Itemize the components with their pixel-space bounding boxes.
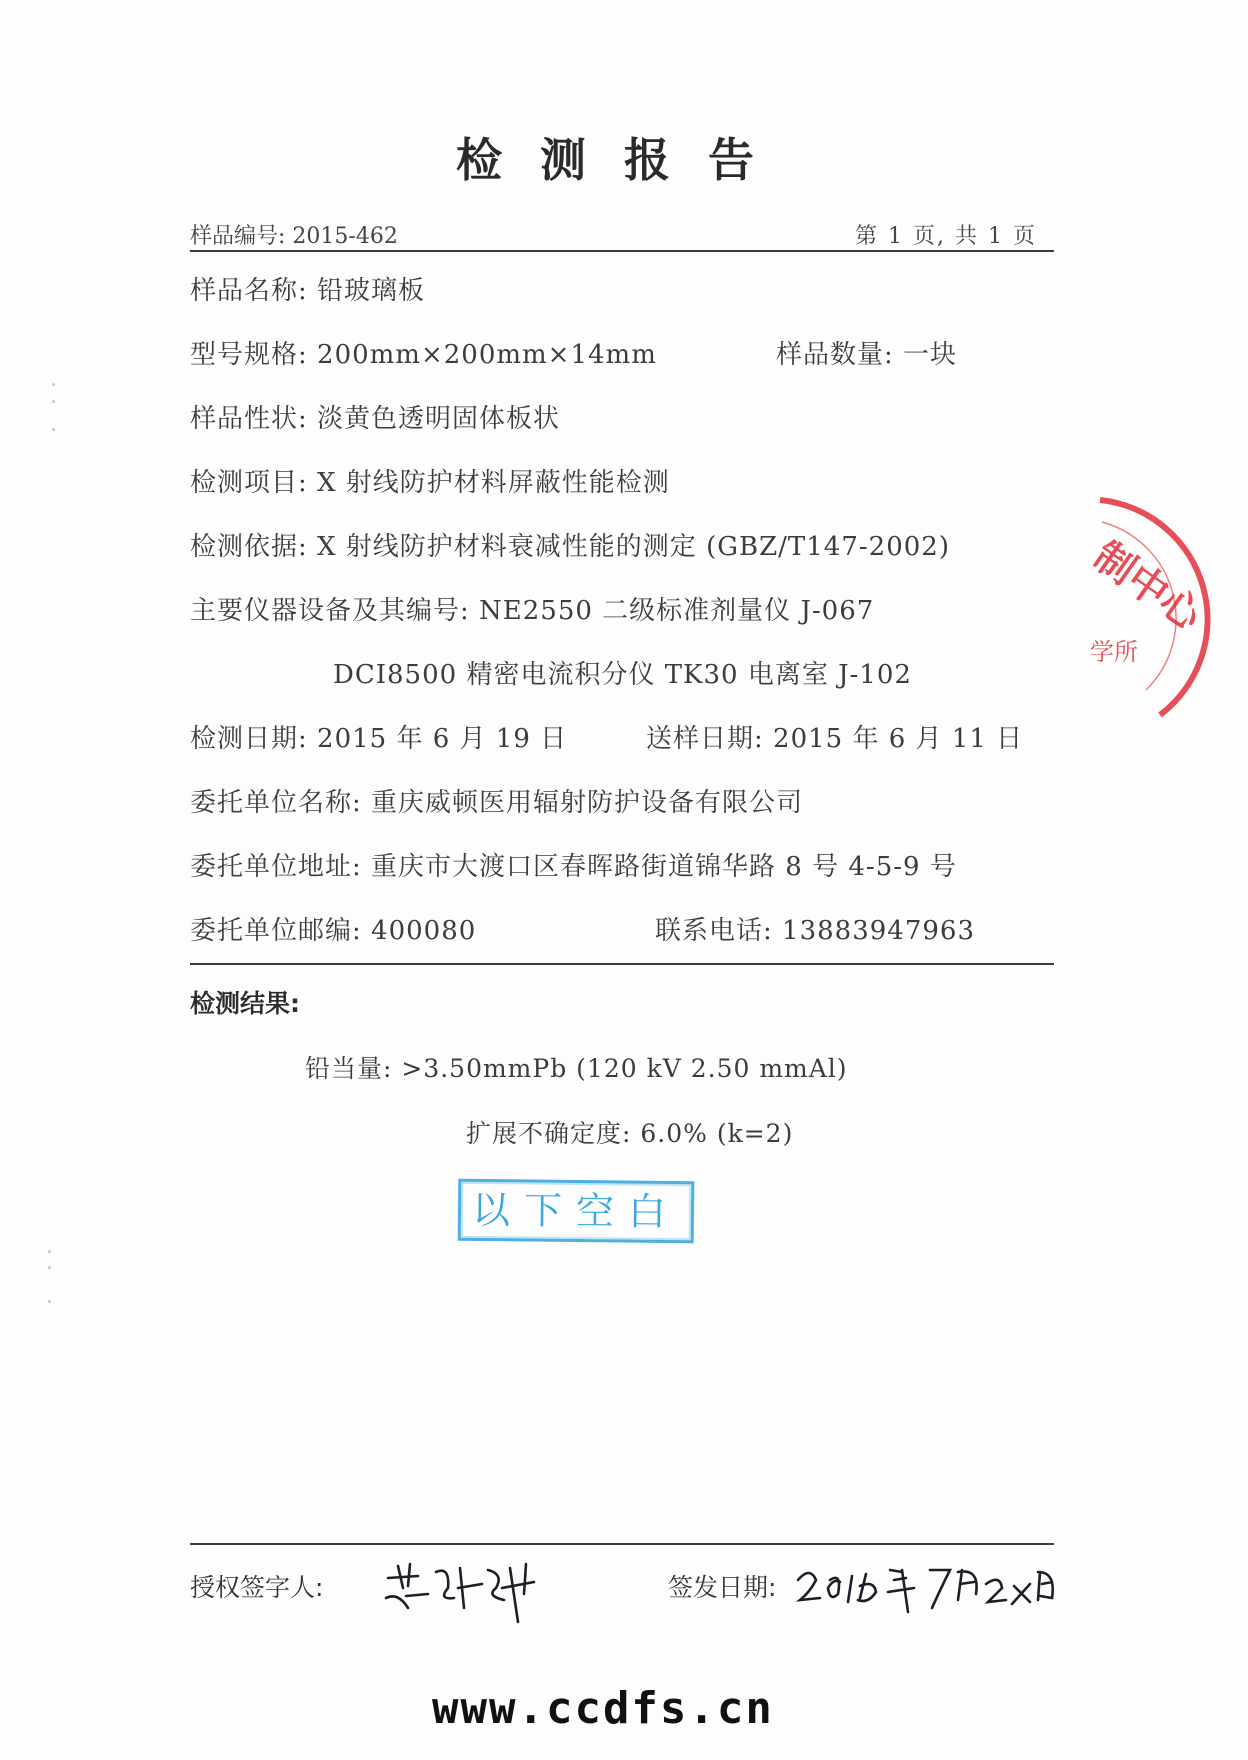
scan-speck [48,1266,51,1269]
page-info: 第 1 页, 共 1 页 [855,224,1037,249]
report-title: 检测报告 [456,133,792,187]
scan-speck [52,400,55,403]
expanded-uncertainty: 扩展不确定度: 6.0% (k=2) [466,1119,794,1148]
footer-rule [190,1543,1054,1545]
test-date: 检测日期: 2015 年 6 月 19 日 [190,724,568,754]
scan-speck [48,1300,51,1303]
results-heading: 检测结果: [190,989,300,1018]
results-rule [190,963,1054,965]
contact-phone: 联系电话: 13883947963 [655,916,975,946]
signatory-label: 授权签字人: [190,1573,324,1602]
handwritten-signature [378,1548,558,1628]
scan-speck [52,428,55,431]
sample-number: 样品编号: 2015-462 [190,224,398,249]
scan-speck [48,1250,51,1253]
blank-below-stamp: 以下空白 [458,1179,695,1243]
scan-speck [52,383,55,386]
official-seal-icon [1040,480,1248,740]
website-watermark: www.ccdfs.cn [432,1683,774,1734]
seal-text: 制中心 [1085,533,1210,640]
client-address: 委托单位地址: 重庆市大渡口区春晖路街道锦华路 8 号 4-5-9 号 [190,852,957,882]
handwritten-issue-date [790,1550,1090,1620]
client-postcode: 委托单位邮编: 400080 [190,916,477,946]
model-spec: 型号规格: 200mm×200mm×14mm [190,340,657,370]
sample-name: 样品名称: 铅玻璃板 [190,276,426,306]
issue-date-label: 签发日期: [668,1573,777,1602]
test-item: 检测项目: X 射线防护材料屏蔽性能检测 [190,468,670,498]
sample-quantity: 样品数量: 一块 [776,340,958,370]
receive-date: 送样日期: 2015 年 6 月 11 日 [646,724,1024,754]
instruments-line-2: DCI8500 精密电流积分仪 TK30 电离室 J-102 [333,660,912,690]
lead-equivalent: 铅当量: >3.50mmPb (120 kV 2.50 mmAl) [305,1054,848,1083]
header-rule [190,250,1054,252]
sample-state: 样品性状: 淡黄色透明固体板状 [190,404,561,434]
client-name: 委托单位名称: 重庆威顿医用辐射防护设备有限公司 [190,788,804,818]
instruments-line-1: 主要仪器设备及其编号: NE2550 二级标准剂量仪 J-067 [190,596,875,626]
test-basis: 检测依据: X 射线防护材料衰减性能的测定 (GBZ/T147-2002) [190,532,950,562]
seal-text-inner: 学所 [1090,638,1138,666]
